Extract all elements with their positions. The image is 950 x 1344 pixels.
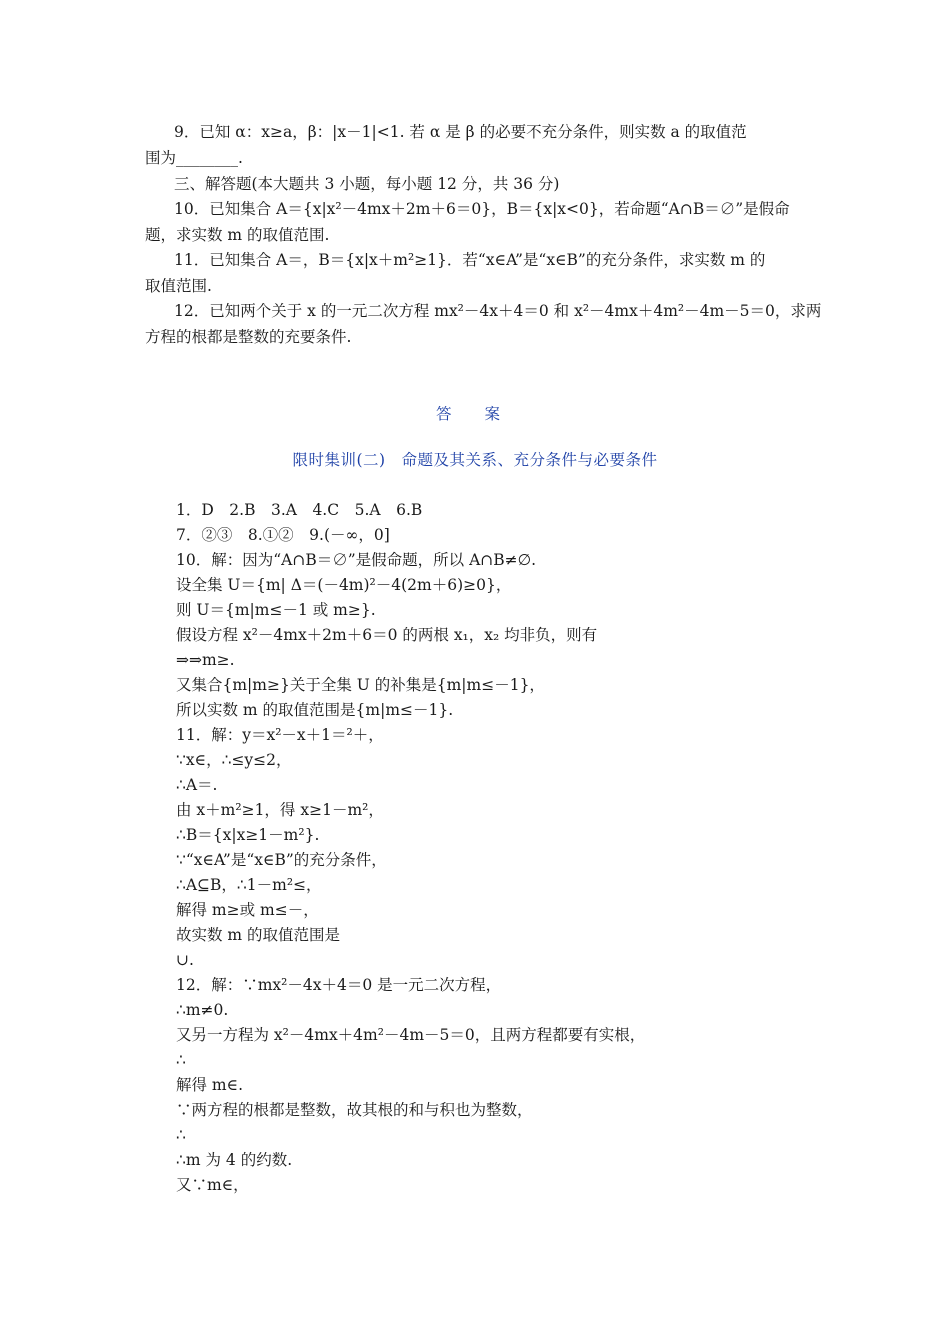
answer-line: ∴ <box>176 1051 186 1069</box>
answer-line: ∵“x∈A”是“x∈B”的充分条件， <box>176 851 387 869</box>
question-9-line-1: 9．已知 α：x≥a，β：|x－1|<1. 若 α 是 β 的必要不充分条件，则实数 a 的取值范 <box>174 123 747 141</box>
answer-line: 解得 m≥或 m≤－， <box>176 901 319 919</box>
answer-line: 又另一方程为 x²－4mx＋4m²－4m－5＝0，且两方程都要有实根， <box>176 1026 646 1044</box>
question-12-line-1: 12．已知两个关于 x 的一元二次方程 mx²－4x＋4＝0 和 x²－4mx＋4m²－4m－5＝0，求两 <box>174 302 822 320</box>
answer-subtitle: 限时集训(二) 命题及其关系、充分条件与必要条件 <box>292 451 658 469</box>
answer-line: 10．解：因为“A∩B＝∅”是假命题，所以 A∩B≠∅. <box>176 551 537 569</box>
answer-line: 1．D 2.B 3.A 4.C 5.A 6.B <box>176 501 423 519</box>
answer-line: 设全集 U＝{m| Δ＝(－4m)²－4(2m＋6)≥0}， <box>176 576 512 594</box>
answer-line: 又∵m∈， <box>176 1176 249 1194</box>
question-11-line-2: 取值范围. <box>145 277 212 295</box>
question-12-line-2: 方程的根都是整数的充要条件. <box>145 328 352 346</box>
question-9-line-2: 围为________. <box>145 149 243 167</box>
answer-title: 答 案 <box>436 405 514 423</box>
answer-line: 解得 m∈. <box>176 1076 244 1094</box>
answer-line: 假设方程 x²－4mx＋2m＋6＝0 的两根 x₁，x₂ 均非负，则有 <box>176 626 598 644</box>
answer-line: ∵x∈，∴≤y≤2， <box>176 751 292 769</box>
section-heading-solve: 三、解答题(本大题共 3 小题，每小题 12 分，共 36 分) <box>174 175 560 193</box>
answer-line: ∴B＝{x|x≥1－m²}. <box>176 826 320 844</box>
answer-line: ∴A⊆B，∴1－m²≤， <box>176 876 322 894</box>
answer-line: ∪. <box>176 951 194 969</box>
answer-line: 12．解：∵mx²－4x＋4＝0 是一元二次方程， <box>176 976 502 994</box>
question-11-line-1: 11．已知集合 A＝，B＝{x|x＋m²≥1}．若“x∈A”是“x∈B”的充分条件，求实数 m 的 <box>174 251 766 269</box>
answer-line: ∴ <box>176 1126 186 1144</box>
answer-line: ⇒⇒m≥. <box>176 651 235 669</box>
answer-line: ∴m≠0. <box>176 1001 229 1019</box>
answer-line: 又集合{m|m≥}关于全集 U 的补集是{m|m≤－1}， <box>176 676 545 694</box>
answer-line: 所以实数 m 的取值范围是{m|m≤－1}. <box>176 701 454 719</box>
answer-line: 11．解：y＝x²－x＋1＝²＋， <box>176 726 384 744</box>
question-10-line-2: 题，求实数 m 的取值范围. <box>145 226 330 244</box>
answer-line: ∴m 为 4 的约数. <box>176 1151 293 1169</box>
answer-line: 则 U＝{m|m≤－1 或 m≥}. <box>176 601 376 619</box>
answer-line: 7．②③ 8.①② 9.(－∞，0] <box>176 526 390 544</box>
answer-line: 故实数 m 的取值范围是 <box>176 926 341 944</box>
answer-line: ∵两方程的根都是整数，故其根的和与积也为整数， <box>176 1101 533 1119</box>
answer-line: 由 x＋m²≥1，得 x≥1－m²， <box>176 801 384 819</box>
question-10-line-1: 10．已知集合 A＝{x|x²－4mx＋2m＋6＝0}，B＝{x|x<0}，若命题“A∩B＝∅”是假命 <box>174 200 790 218</box>
answer-line: ∴A＝. <box>176 776 218 794</box>
